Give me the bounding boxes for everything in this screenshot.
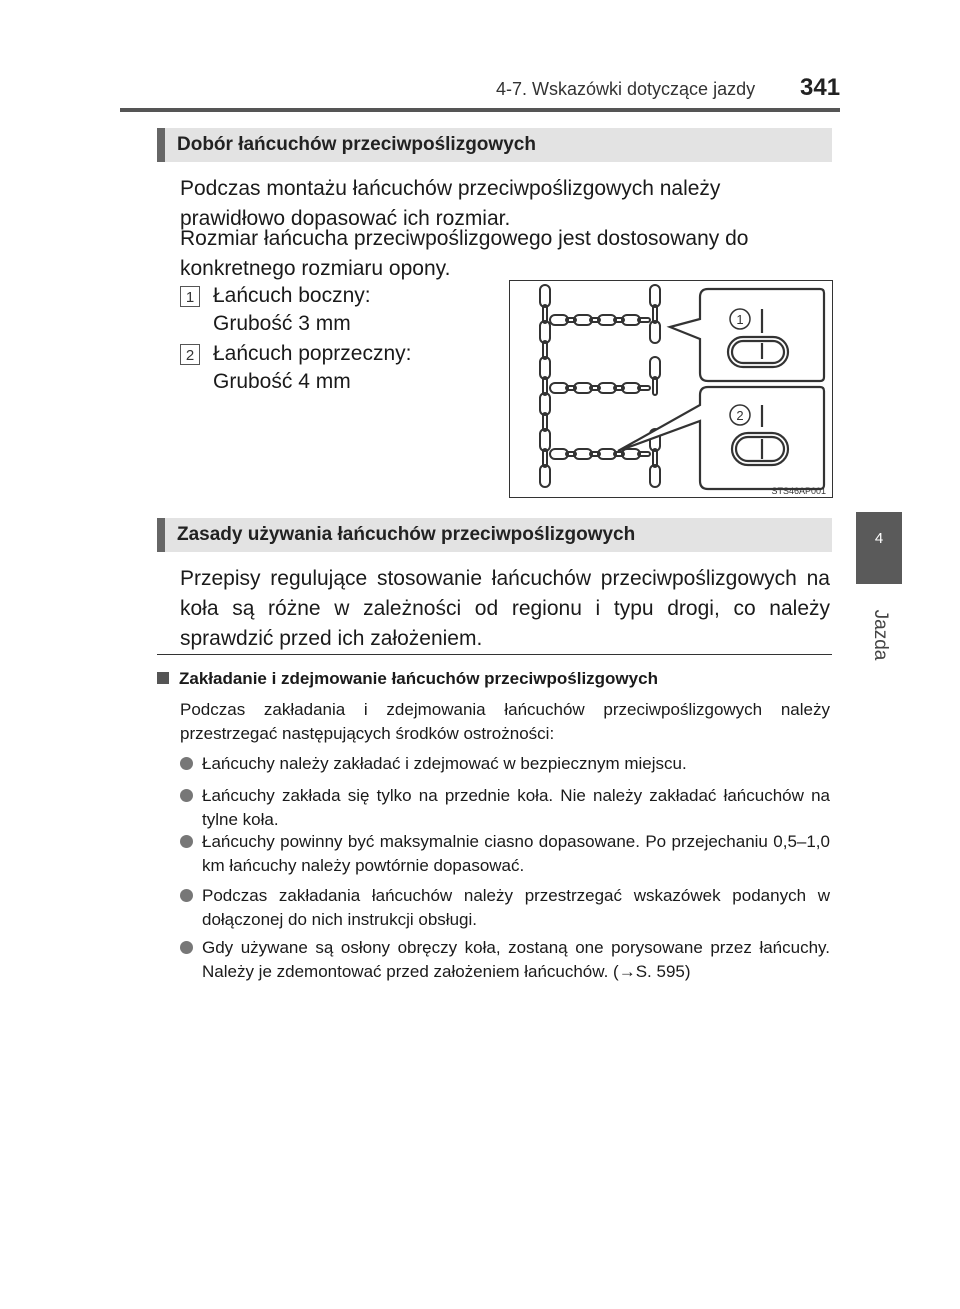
- item-label: Łańcuch poprzeczny:: [213, 342, 412, 365]
- bullet-text: Łańcuchy powinny być maksymalnie ciasno dopasowane. Po przejechaniu 0,5–1,0 km łańcuchy należy powtórnie dopasować.: [202, 832, 830, 875]
- item-detail: Grubość 3 mm: [213, 312, 351, 335]
- bullet-dot-icon: [180, 889, 193, 902]
- callout-number-2: 2: [736, 408, 744, 423]
- bullet-item: [180, 936, 830, 984]
- page-number: 341: [800, 74, 841, 101]
- section-paragraph: Podczas montażu łańcuchów przeciwpoślizgowych należy prawidłowo dopasować ich rozmiar.: [180, 177, 721, 230]
- cross-chain-3: [550, 449, 650, 459]
- callout-number-1: 1: [736, 312, 744, 327]
- chain-illustration: [509, 280, 833, 498]
- bullet-dot-icon: [180, 757, 193, 770]
- item-label: Łańcuch boczny:: [213, 284, 371, 307]
- chapter-tab-label-wrap: [860, 590, 900, 680]
- list-item: [180, 282, 371, 310]
- chapter-tab-label: Jazda: [870, 609, 891, 661]
- bullet-text: Łańcuchy należy zakładać i zdejmować w bezpiecznym miejscu.: [202, 754, 687, 773]
- section-paragraph: Przepisy regulujące stosowanie łańcuchów przeciwpoślizgowych na koła są różne w zależności od regionu i typu drogi, co należy sprawdzić przed ich założeniem.: [180, 567, 830, 650]
- bullet-item: [180, 784, 830, 832]
- bullet-item: [180, 830, 830, 878]
- item-number-box: 1: [180, 286, 200, 307]
- item-number-box: 2: [180, 344, 200, 365]
- item-detail: Grubość 4 mm: [213, 370, 351, 393]
- bullet-item: [180, 752, 830, 776]
- section-heading-bar: [157, 518, 832, 552]
- cross-chain-1: [550, 315, 650, 325]
- section-heading: Dobór łańcuchów przeciwpoślizgowych: [177, 134, 536, 155]
- callout-box-1: [670, 289, 824, 381]
- section-paragraph: Rozmiar łańcucha przeciwpoślizgowego jest dostosowany do konkretnego rozmiaru opony.: [180, 227, 749, 280]
- running-header-section: 4-7. Wskazówki dotyczące jazdy: [496, 79, 756, 99]
- section-heading: Zasady używania łańcuchów przeciwpoślizgowych: [177, 524, 636, 545]
- chapter-tab-number: 4: [874, 530, 884, 547]
- section-heading-bar: [157, 128, 832, 162]
- figure-code: STS46AP001: [771, 486, 826, 496]
- bullet-item: [180, 884, 830, 932]
- list-item: [180, 340, 412, 368]
- bullet-text: Łańcuchy zakłada się tylko na przednie koła. Nie należy zakładać łańcuchów na tylne koła.: [202, 786, 830, 829]
- square-bullet-icon: [157, 672, 169, 684]
- bullet-dot-icon: [180, 941, 193, 954]
- callout-box-2: [618, 387, 824, 489]
- header-rule: [120, 108, 840, 112]
- section-divider: [157, 654, 832, 655]
- subsection-title: Zakładanie i zdejmowanie łańcuchów przeciwpoślizgowych: [179, 669, 658, 688]
- subsection-intro: Podczas zakładania i zdejmowania łańcuchów przeciwpoślizgowych należy przestrzegać następujących środków ostrożności:: [180, 700, 830, 743]
- chapter-tab: [856, 512, 902, 584]
- bullet-text: Podczas zakładania łańcuchów należy przestrzegać wskazówek podanych w dołączonej do nich instrukcji obsługi.: [202, 886, 830, 929]
- side-chain-right: [650, 285, 660, 487]
- bullet-text: Gdy używane są osłony obręczy koła, zostaną one porysowane przez łańcuchy. Należy je zdemontować przed założeniem łańcuchów. (→S. 595): [202, 938, 830, 981]
- chain-drawing: [510, 281, 832, 497]
- side-chain-left: [540, 285, 550, 487]
- cross-chain-2: [550, 383, 650, 393]
- subsection-heading: [157, 669, 658, 689]
- bullet-dot-icon: [180, 789, 193, 802]
- bullet-dot-icon: [180, 835, 193, 848]
